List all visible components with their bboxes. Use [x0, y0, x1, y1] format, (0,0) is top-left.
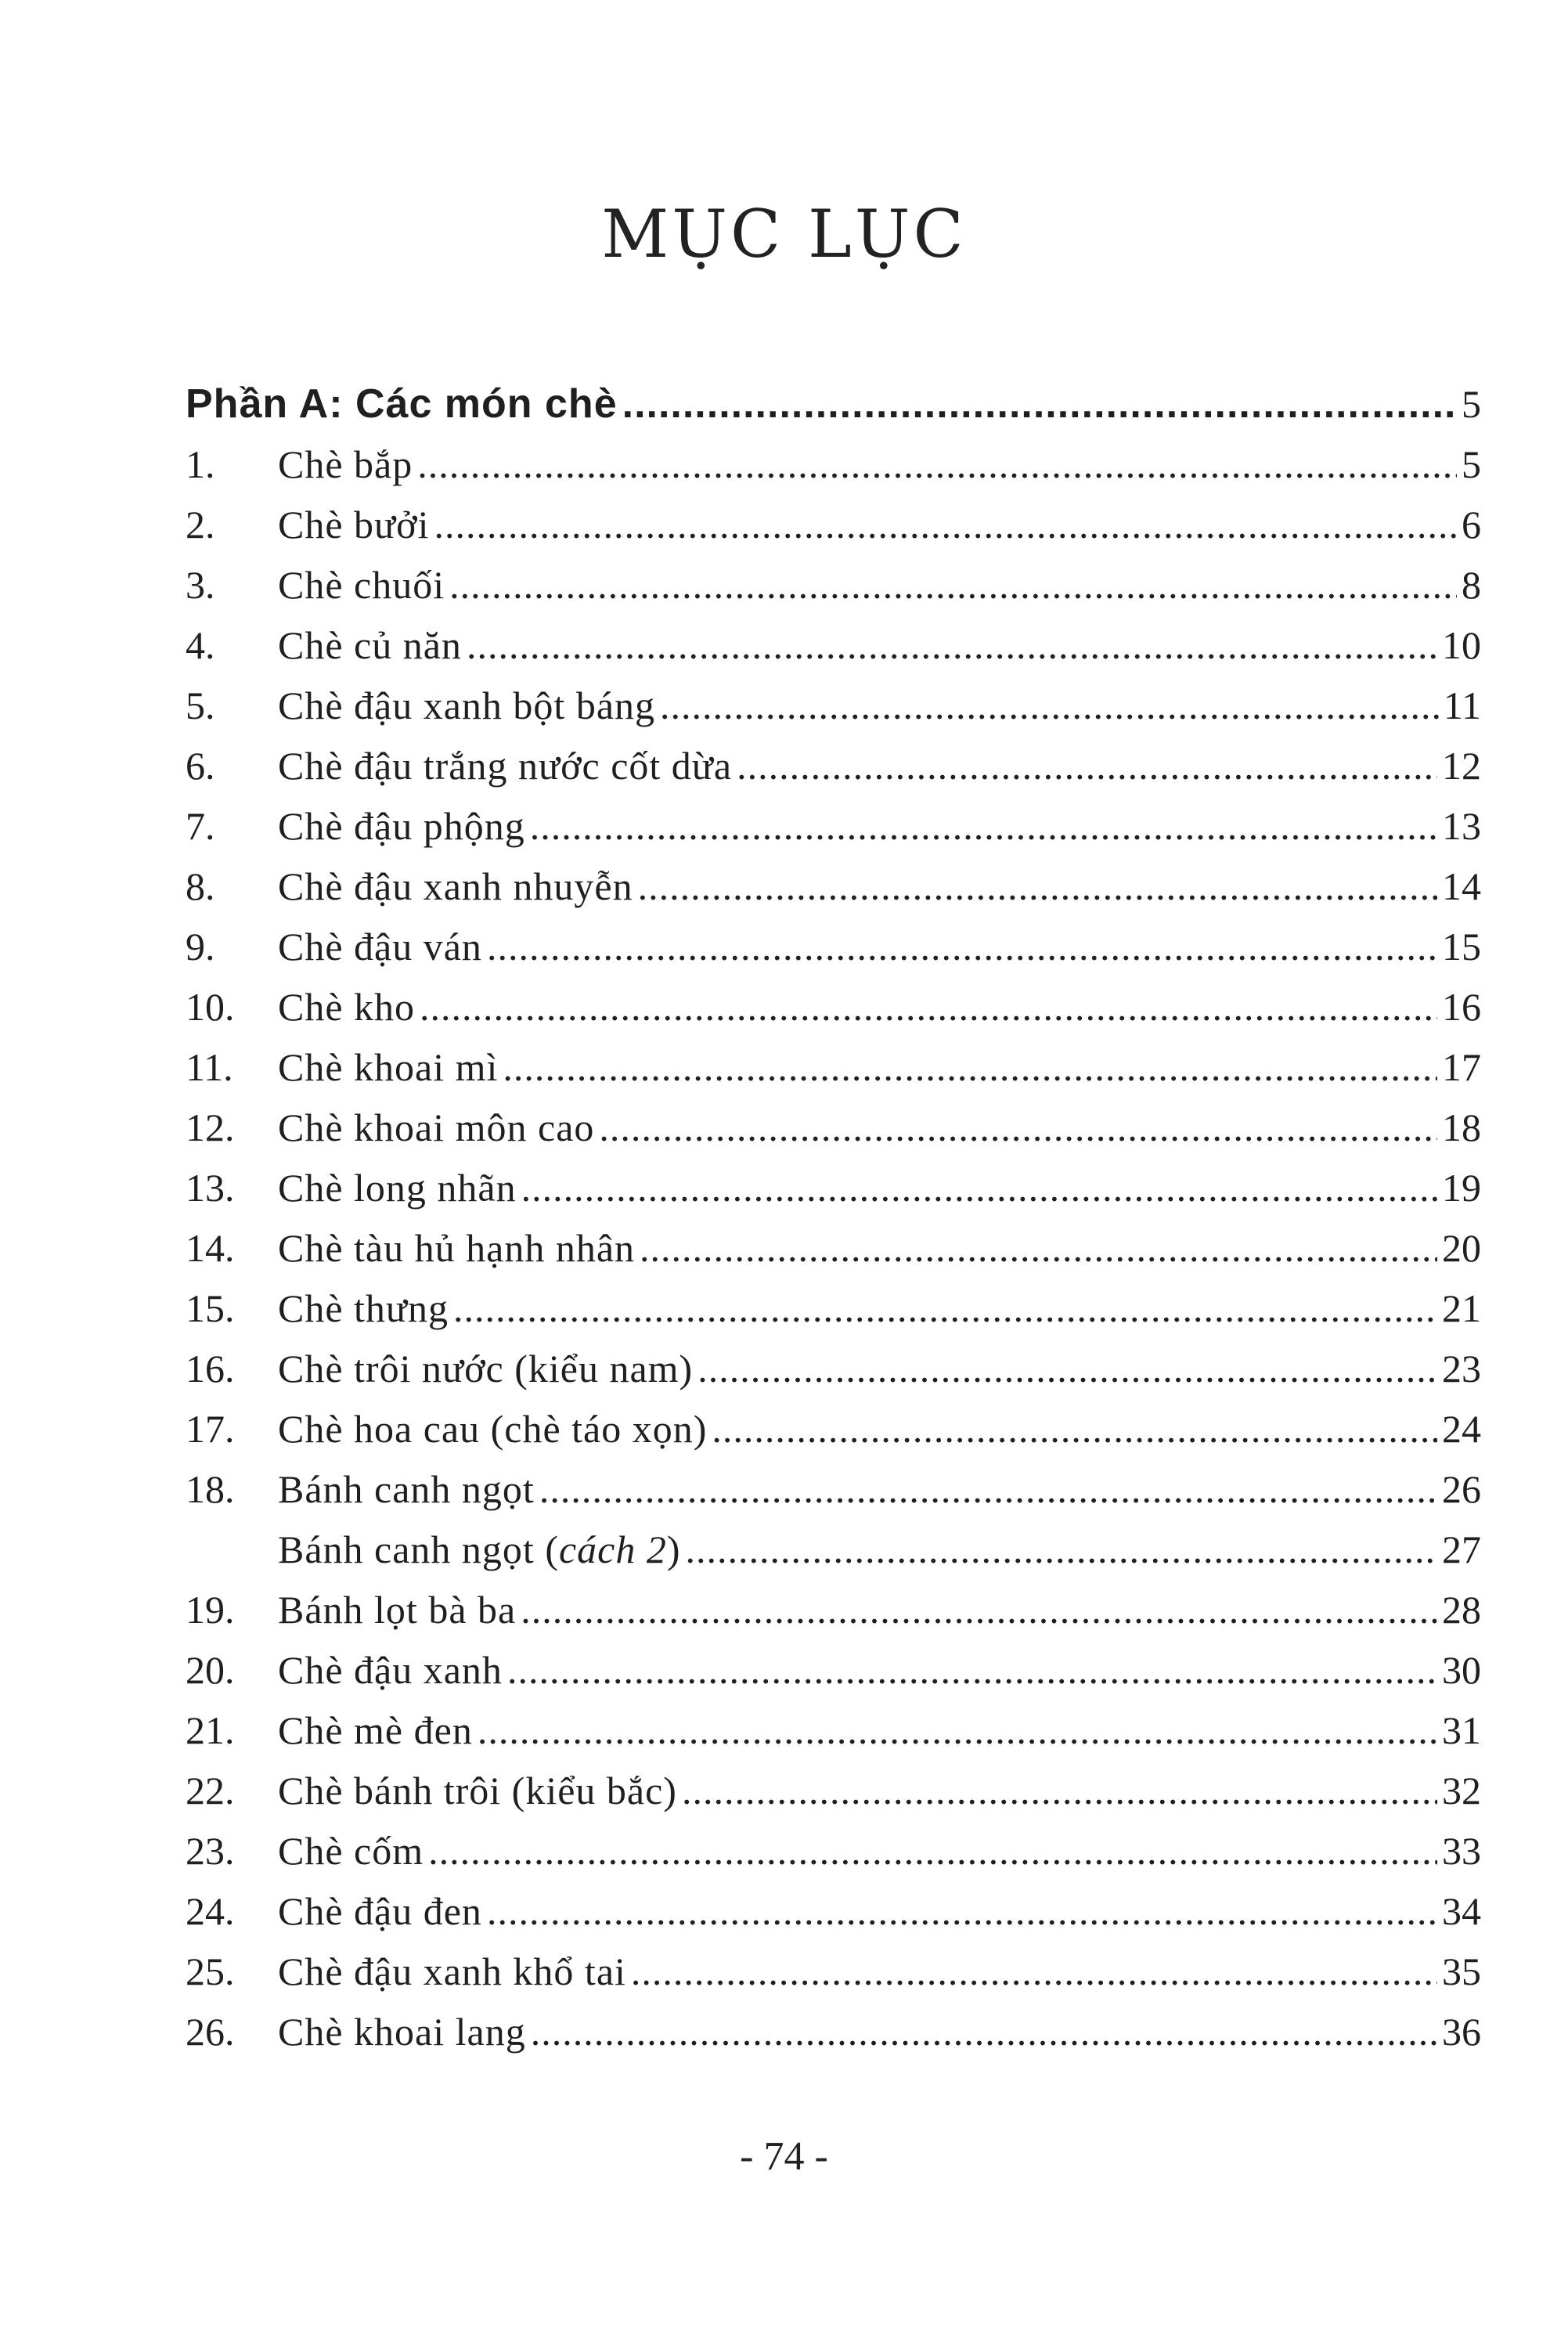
entry-number: 16. [186, 1347, 235, 1390]
entry-number: 26. [186, 2010, 235, 2054]
toc-entry [186, 1037, 1481, 1098]
entry-title: Chè củ năn [278, 623, 462, 667]
dot-leader [467, 615, 1437, 676]
entry-page-number: 12 [1442, 744, 1481, 788]
dot-leader [428, 1821, 1437, 1881]
toc-entry [186, 615, 1481, 676]
entry-number: 13. [186, 1166, 235, 1210]
entry-page-number: 34 [1442, 1889, 1481, 1933]
dot-leader [682, 1761, 1437, 1821]
entry-title-italic: cách 2 [558, 1527, 667, 1571]
entry-title: Chè mè đen [278, 1708, 473, 1752]
entry-number: 19. [186, 1588, 235, 1632]
toc-entry [186, 736, 1481, 796]
toc-entry [186, 1520, 1481, 1580]
toc-entry [186, 1700, 1481, 1761]
entry-title: Chè bắp [278, 442, 413, 486]
dot-leader [622, 374, 1457, 435]
entry-page-number: 20 [1442, 1226, 1481, 1270]
dot-leader [638, 857, 1437, 917]
dot-leader [507, 1640, 1437, 1700]
toc-entry [186, 917, 1481, 977]
entry-page-number: 5 [1462, 442, 1481, 486]
entry-number: 8. [186, 864, 215, 908]
entry-page-number: 8 [1462, 563, 1481, 607]
dot-leader [420, 977, 1437, 1037]
entry-title: Chè đậu xanh khổ tai [278, 1949, 626, 1993]
entry-title: Chè trôi nước (kiểu nam) [278, 1347, 694, 1390]
toc-entry [186, 977, 1481, 1037]
entry-number: 2. [186, 503, 215, 546]
entry-page-number: 31 [1442, 1708, 1481, 1752]
entry-page-number: 24 [1442, 1407, 1481, 1451]
entry-page-number: 36 [1442, 2010, 1481, 2054]
entry-title: Chè khoai môn cao [278, 1105, 595, 1149]
dot-leader [531, 2002, 1437, 2062]
entry-number: 23. [186, 1829, 235, 1873]
dot-leader [599, 1098, 1437, 1158]
entry-title: Chè đậu ván [278, 925, 482, 968]
entry-number: 18. [186, 1467, 235, 1511]
entry-title: Chè chuối [278, 563, 445, 607]
dot-leader [449, 555, 1457, 615]
entry-page-number: 28 [1442, 1588, 1481, 1632]
entry-title: Bánh lọt bà ba [278, 1588, 517, 1632]
entry-number: 25. [186, 1949, 235, 1993]
toc-entry [186, 1158, 1481, 1218]
entry-title: Chè khoai lang [278, 2010, 526, 2054]
dot-leader [521, 1580, 1437, 1640]
entry-number: 3. [186, 563, 215, 607]
toc-entry [186, 1761, 1481, 1821]
entry-title: Chè đậu đen [278, 1889, 482, 1933]
entry-page-number: 21 [1442, 1286, 1481, 1330]
entry-page-number: 13 [1442, 804, 1481, 848]
entry-number: 15. [186, 1286, 235, 1330]
entry-page-number: 33 [1442, 1829, 1481, 1873]
entry-title: Chè tàu hủ hạnh nhân [278, 1226, 636, 1270]
dot-leader [487, 1881, 1437, 1942]
toc-section-heading [186, 374, 1481, 435]
toc-entry [186, 796, 1481, 857]
toc-entry [186, 1459, 1481, 1520]
entry-title: Chè đậu xanh [278, 1648, 503, 1692]
toc-entry [186, 495, 1481, 555]
entry-title-text: Bánh canh ngọt ( [278, 1527, 559, 1571]
dot-leader [686, 1520, 1437, 1580]
entry-page-number: 19 [1442, 1166, 1481, 1210]
dot-leader [417, 435, 1457, 495]
dot-leader [434, 495, 1457, 555]
entry-page-number: 16 [1442, 985, 1481, 1029]
entry-number: 4. [186, 623, 215, 667]
entry-title [278, 1520, 681, 1580]
entry-title: Chè bưởi [278, 503, 430, 546]
entry-number: 17. [186, 1407, 235, 1451]
dot-leader [487, 917, 1437, 977]
entry-number: 11. [186, 1045, 233, 1089]
section-title: Phần A: Các món chè [186, 381, 618, 427]
toc-entry [186, 1640, 1481, 1700]
entry-number: 7. [186, 804, 215, 848]
entry-page-number: 10 [1442, 623, 1481, 667]
entry-title: Chè cốm [278, 1829, 424, 1873]
entry-title: Chè đậu xanh nhuyễn [278, 864, 633, 908]
entry-number: 20. [186, 1648, 235, 1692]
entry-page-number: 15 [1442, 925, 1481, 968]
toc-entry [186, 1399, 1481, 1459]
entry-page-number: 23 [1442, 1347, 1481, 1390]
entry-page-number: 26 [1442, 1467, 1481, 1511]
toc-entry [186, 1881, 1481, 1942]
entry-page-number: 32 [1442, 1769, 1481, 1812]
dot-leader [503, 1037, 1437, 1098]
toc-entry [186, 555, 1481, 615]
section-page-number: 5 [1462, 382, 1481, 426]
entry-page-number: 6 [1462, 503, 1481, 546]
toc-entry [186, 1098, 1481, 1158]
dot-leader [631, 1942, 1437, 2002]
toc-entry [186, 676, 1481, 736]
entry-number: 9. [186, 925, 215, 968]
dot-leader [660, 676, 1439, 736]
entry-title: Chè long nhãn [278, 1166, 517, 1210]
entry-title: Chè đậu trắng nước cốt dừa [278, 744, 733, 788]
dot-leader [737, 736, 1437, 796]
entry-number: 6. [186, 744, 215, 788]
entry-title: Chè thưng [278, 1286, 449, 1330]
toc-entry [186, 435, 1481, 495]
entry-title: Chè kho [278, 985, 416, 1029]
entry-page-number: 30 [1442, 1648, 1481, 1692]
toc-entry [186, 1580, 1481, 1640]
entry-number: 21. [186, 1708, 235, 1752]
page-title: MỤC LỤC [601, 196, 967, 272]
toc-entry [186, 1339, 1481, 1399]
entry-title: Bánh canh ngọt [278, 1467, 535, 1511]
entry-number: 14. [186, 1226, 235, 1270]
toc-entry [186, 857, 1481, 917]
dot-leader [453, 1278, 1437, 1339]
entry-page-number: 11 [1443, 683, 1481, 727]
dot-leader [478, 1700, 1437, 1761]
entry-page-number: 35 [1442, 1949, 1481, 1993]
entry-page-number: 27 [1442, 1527, 1481, 1571]
toc-entry [186, 1821, 1481, 1881]
toc-entry [186, 1218, 1481, 1278]
entry-title: Chè đậu xanh bột báng [278, 683, 656, 727]
dot-leader [712, 1399, 1437, 1459]
dot-leader [539, 1459, 1437, 1520]
entry-page-number: 18 [1442, 1105, 1481, 1149]
table-of-contents [186, 374, 1481, 2062]
page-number-footer: - 74 - [740, 2134, 828, 2179]
entry-number: 5. [186, 683, 215, 727]
entry-title: Chè hoa cau (chè táo xọn) [278, 1407, 708, 1451]
toc-entry [186, 1942, 1481, 2002]
dot-leader [697, 1339, 1437, 1399]
entry-title: Chè khoai mì [278, 1045, 499, 1089]
toc-entry [186, 2002, 1481, 2062]
dot-leader [521, 1158, 1437, 1218]
entry-title: Chè đậu phộng [278, 804, 525, 848]
entry-number: 1. [186, 442, 215, 486]
entry-number: 10. [186, 985, 235, 1029]
entry-page-number: 17 [1442, 1045, 1481, 1089]
entry-number: 24. [186, 1889, 235, 1933]
entry-title-closing: ) [666, 1527, 681, 1571]
entry-page-number: 14 [1442, 864, 1481, 908]
dot-leader [640, 1218, 1437, 1278]
entry-number: 12. [186, 1105, 235, 1149]
entry-number: 22. [186, 1769, 235, 1812]
dot-leader [530, 796, 1437, 857]
entry-title: Chè bánh trôi (kiểu bắc) [278, 1769, 677, 1812]
toc-entry [186, 1278, 1481, 1339]
